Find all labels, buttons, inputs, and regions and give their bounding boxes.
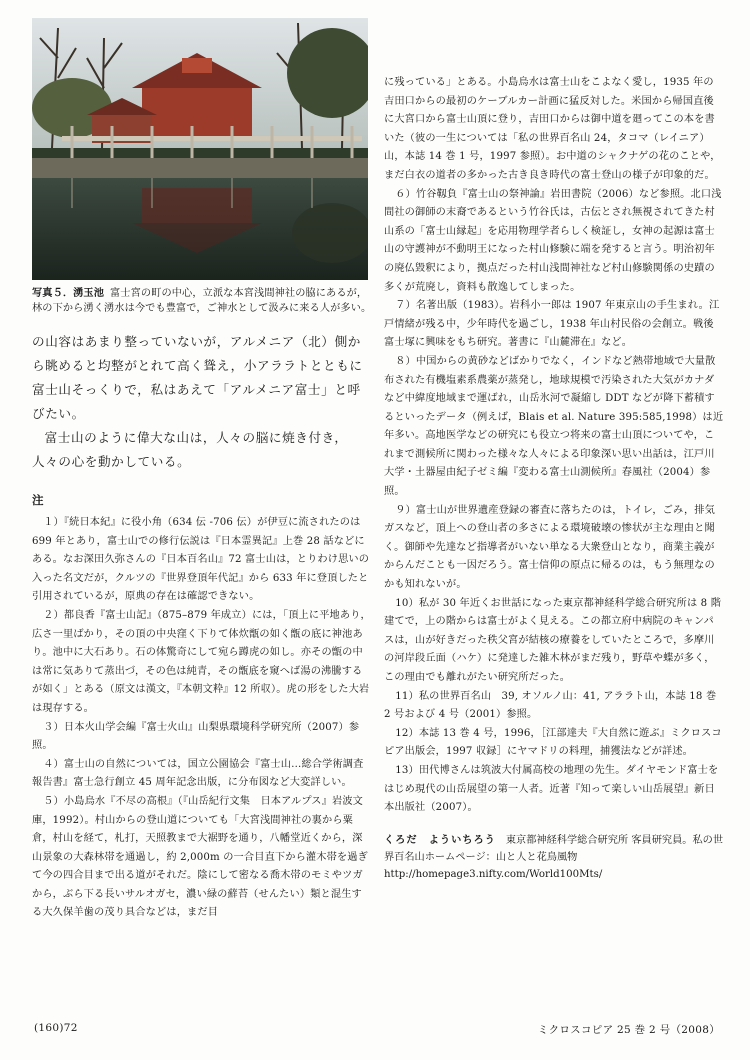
note-7: ７）名著出版（1983）。岩科小一郎は 1907 年東京山の手生まれ。江戸情緒が残る中，少年時代を過ごし，1938 年山村民俗の会創立。戦後富士塚に興味をもち研究。著書に『山麓滞在』など。: [384, 300, 720, 349]
note-6: ６）竹谷靱負『富士山の祭神論』岩田書院（2006）など参照。北口浅間社の御師の末裔であるという竹谷氏は，古伝とされ無視されてきた村山系の「富士山縁起」を応用物理学者らしく検証し，女神の起源は富士山の守護神が不動明王になった村山修験に端を発すると言う。明治初年の廃仏毀釈により，拠点だった村山浅間神社など村山修験関係の史蹟の多くが荒廃し，資料も散逸してしまった。: [384, 188, 722, 293]
right-column: [384, 74, 724, 883]
body-paragraph: 富士山のように偉大な山は，人々の脳に焼き付き，人々の心を動かしている。: [32, 430, 348, 469]
photo-caption-label: 写真５．湧玉池: [32, 287, 105, 299]
journal-citation: ミクロスコピア 25 巻 2 号（2008）: [537, 1024, 720, 1036]
pond-photo-image: [32, 18, 368, 280]
note-9: ９）富士山が世界遺産登録の審査に落ちたのは，トイレ，ごみ，排気ガスなど，頂上への登山者の多さによる環境破壊の惨状が主な理由と聞く。御師や先達など指導者がいない単なる大衆登山となり，商業主義がからんだことも一因だろう。富士信仰の原点に帰るのは，もう無理なのかも知れないが。: [384, 504, 715, 591]
note-12: 12）本誌 13 巻 4 号，1996，［江部達夫『大自然に遊ぶ』ミクロスコピア出版会，1997 収録］にヤマドリの料理，捕獲法などが詳述。: [384, 727, 722, 758]
note-1: １）『続日本紀』に役小角（634 伝 -706 伝）が伊豆に流されたのは 699 年とあり，富士山での修行伝説は『日本霊異記』上巻 28 話などにある。なお深田久弥さんの『日本百名山』72 富士山は，とりわけ思いの入った名文だが，クルツの『世界登頂年代記』から 633 年に登頂したと引用されているが，原典の存在は確認できない。: [32, 517, 370, 603]
photo-wakutama-pond: [32, 18, 368, 280]
page-number: (160)72: [34, 1022, 78, 1034]
notes-list-left: [32, 514, 372, 923]
note-5: ５）小島烏水『不尽の高根』（『山岳紀行文集 日本アルプス』岩波文庫，1992）。村山からの登山道についても「大宮浅間神社の裏から粟倉，村山を経て，札打，天照教まで大裾野を通り，八幡堂近くから，深山景象の大森林帯を通過し，約 2,000m の一合目直下から灌木帯を過ぎて今の四合目まで出る道がそれだ。陰にして密なる喬木帯のモミやツガから，ぶら下る長いサルオガセ，濃い緑の蘚苔（せんたい）類と混生する大久保羊歯の茂り具合などは，まだ目: [32, 795, 368, 919]
author-description: 東京都神経科学総合研究所 客員研究員。私の世界百名山ホームページ：山と人と花鳥風物 http://homepage3.nifty.com/World100Mts/: [384, 834, 724, 880]
note-3: ３）日本火山学会編『富士火山』山梨県環境科学研究所（2007）参照。: [32, 721, 360, 752]
photo-caption: [32, 286, 372, 316]
notes-heading: 注: [32, 493, 44, 507]
photo-caption-text: 富士宮の町の中心，立派な本宮浅間神社の脇にあるが，林の下から湧く湧水は今でも豊富で，ご神水として汲みに来る人が多い。: [32, 288, 372, 314]
author-bio: [384, 832, 724, 883]
body-paragraph: の山容はあまり整っていないが，アルメニア（北）側から眺めると均整がとれて高く聳え，小アララトとともに富士山そっくりで，私はあえて「アルメニア富士」と呼びたい。: [32, 334, 363, 421]
note-8: ８）中国からの黄砂などばかりでなく，インドなど熱帯地域で大量散布された有機塩素系農薬が蒸発し，地球規模で汚染された大気がカナダなど中緯度地域まで運ばれ，山岳氷河で凝縮し DDT などが降下蓄積するといったデータ（例えば，Blais et al. Nature 395:585,1998）は近年多い。高地医学などの研究にも役立つ将来の富士山頂についてや，これまで測候所に関わった様々な人々による印象深い思い出話は，江戸川大学・土器屋由紀子ゼミ編『変わる富士山測候所』春風社（2004）参照。: [384, 355, 724, 498]
body-text: [32, 330, 372, 474]
note-5-continued: に残っている」とある。小島烏水は富士山をこよなく愛し，1935 年の吉田口からの最初のケーブルカー計画に猛反対した。米国から帰国直後に大宮口から富士山頂に登り，吉田口からは御中道を廻ってこの本を書いた（彼の一生については「私の世界百名山 24，タコマ（レイニア）山，本誌 14 巻 1 号，1997 参照）。お中道のシャクナゲの花のことや，まだ白衣の道者の多かった古き良き時代の富士登山の様子が印象的だ。: [384, 77, 721, 181]
note-2: ２）都良香『富士山記』（875–879 年成立）には，「頂上に平地あり，広さ一里ばかり，その頂の中央窪く下りて体炊甑の如く甑の底に神池あり。池中に大石あり。石の体驚奇にして宛ら蹲虎の如し。亦その甑の中は常に気ありて蒸出づ，その色は純青，その甑底を窺へば湯の沸騰するが如く」とある（原文は漢文，『本朝文粋』12 所収）。虎の形をした大岩は現存する。: [32, 609, 371, 714]
note-10: 10）私が 30 年近くお世話になった東京都神経科学総合研究所は 8 階建てで，上の階からは富士がよく見える。この都立府中病院のキャンパスは，山が好きだった秩父宮が結核の療養をしていたところで，多摩川の河岸段丘面（ハケ）に発達した雑木林がまだ残り，野草や蝶が多く，この理由でも離れがたい研究所だった。: [384, 597, 722, 683]
note-11: 11）私の世界百名山 39, オソルノ山：41, アララト山，本誌 18 巻 2 号および 4 号（2001）参照。: [384, 690, 717, 721]
left-column: [32, 18, 372, 923]
author-name: くろだ よういちろう: [384, 833, 496, 846]
note-13: 13）田代博さんは筑波大付属高校の地理の先生。ダイヤモンド富士をはじめ現代の山岳展望の第一人者。近著『知って楽しい山岳展望』新日本出版社（2007）。: [384, 764, 719, 814]
notes-list-right: [384, 74, 724, 818]
note-4: ４）富士山の自然については，国立公園協会『富士山…総合学術調査報告書』富士急行創立 45 周年記念出版，に分布図など大変詳しい。: [32, 758, 364, 789]
